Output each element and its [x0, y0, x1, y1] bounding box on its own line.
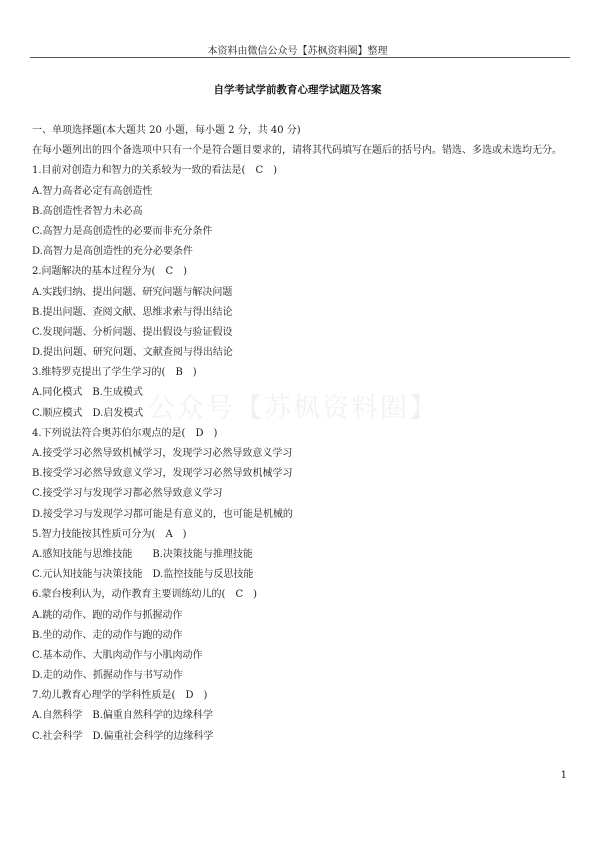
answer-option: A.感知技能与思维技能 B.决策技能与推理技能	[32, 548, 253, 560]
answer-option: A.实践归纳、提出问题、研究问题与解决问题	[32, 286, 233, 298]
answer-option: B.提出问题、查阅文献、思维求索与得出结论	[32, 306, 233, 318]
section-instructions: 在每小题列出的四个备选项中只有一个是符合题目要求的，请将其代码填写在题后的括号内。错选、多选或未选均无分。	[32, 145, 562, 157]
answer-option: B.接受学习必然导致意义学习，发现学习必然导致机械学习	[32, 468, 293, 480]
answer-option: A.自然科学 B.偏重自然科学的边缘科学	[32, 710, 213, 722]
answer-option: B.坐的动作、走的动作与跑的动作	[32, 629, 183, 641]
question-list	[32, 161, 572, 746]
answer-option: C.发现问题、分析问题、提出假设与验证假设	[32, 326, 233, 338]
question-stem: 2.问题解决的基本过程分为( C )	[32, 266, 187, 278]
answer-option: A.跳的动作、跑的动作与抓握动作	[32, 609, 183, 621]
watermark: 公众号【苏枫资料圈】	[148, 393, 438, 424]
answer-option: C.元认知技能与决策技能 D.监控技能与反思技能	[32, 569, 254, 581]
answer-option: C.基本动作、大肌肉动作与小肌肉动作	[32, 649, 203, 661]
answer-option: A.同化模式 B.生成模式	[32, 387, 143, 399]
answer-option: D.提出问题、研究问题、文献查阅与得出结论	[32, 347, 233, 359]
answer-option: A.智力高者必定有高创造性	[32, 185, 153, 197]
answer-option: D.高智力是高创造性的充分必要条件	[32, 246, 193, 258]
header-divider	[30, 57, 570, 58]
answer-option: C.接受学习与发现学习都必然导致意义学习	[32, 488, 223, 500]
answer-option: C.高智力是高创造性的必要而非充分条件	[32, 225, 213, 237]
question-stem: 6.蒙台梭利认为，动作教育主要训练幼儿的( C )	[32, 589, 257, 601]
question-stem: 5.智力技能按其性质可分为( A )	[32, 528, 187, 540]
answer-option: B.高创造性者智力未必高	[32, 205, 143, 217]
answer-option: C.社会科学 D.偏重社会科学的边缘科学	[32, 730, 214, 742]
question-stem: 1.目前对创造力和智力的关系较为一致的看法是( C )	[32, 165, 277, 177]
question-stem: 4.下列说法符合奥苏伯尔观点的是( D )	[32, 427, 218, 439]
document-body	[32, 121, 572, 747]
answer-option: C.顺应模式 D.启发模式	[32, 407, 144, 419]
page-number: 1	[560, 770, 567, 781]
answer-option: D.接受学习与发现学习都可能是有意义的，也可能是机械的	[32, 508, 293, 520]
answer-option: A.接受学习必然导致机械学习，发现学习必然导致意义学习	[32, 448, 293, 459]
question-stem: 3.维特罗克提出了学生学习的( B )	[32, 367, 197, 379]
page-header: 本资料由微信公众号【苏枫资料圈】整理	[207, 46, 388, 57]
document-title: 自学考试学前教育心理学试题及答案	[213, 84, 382, 96]
answer-option: D.走的动作、抓握动作与书写动作	[32, 670, 183, 682]
section-heading: 一、单项选择题(本大题共 20 小题，每小题 2 分，共 40 分)	[32, 125, 301, 136]
question-stem: 7.幼儿教育心理学的学科性质是( D )	[32, 690, 208, 702]
